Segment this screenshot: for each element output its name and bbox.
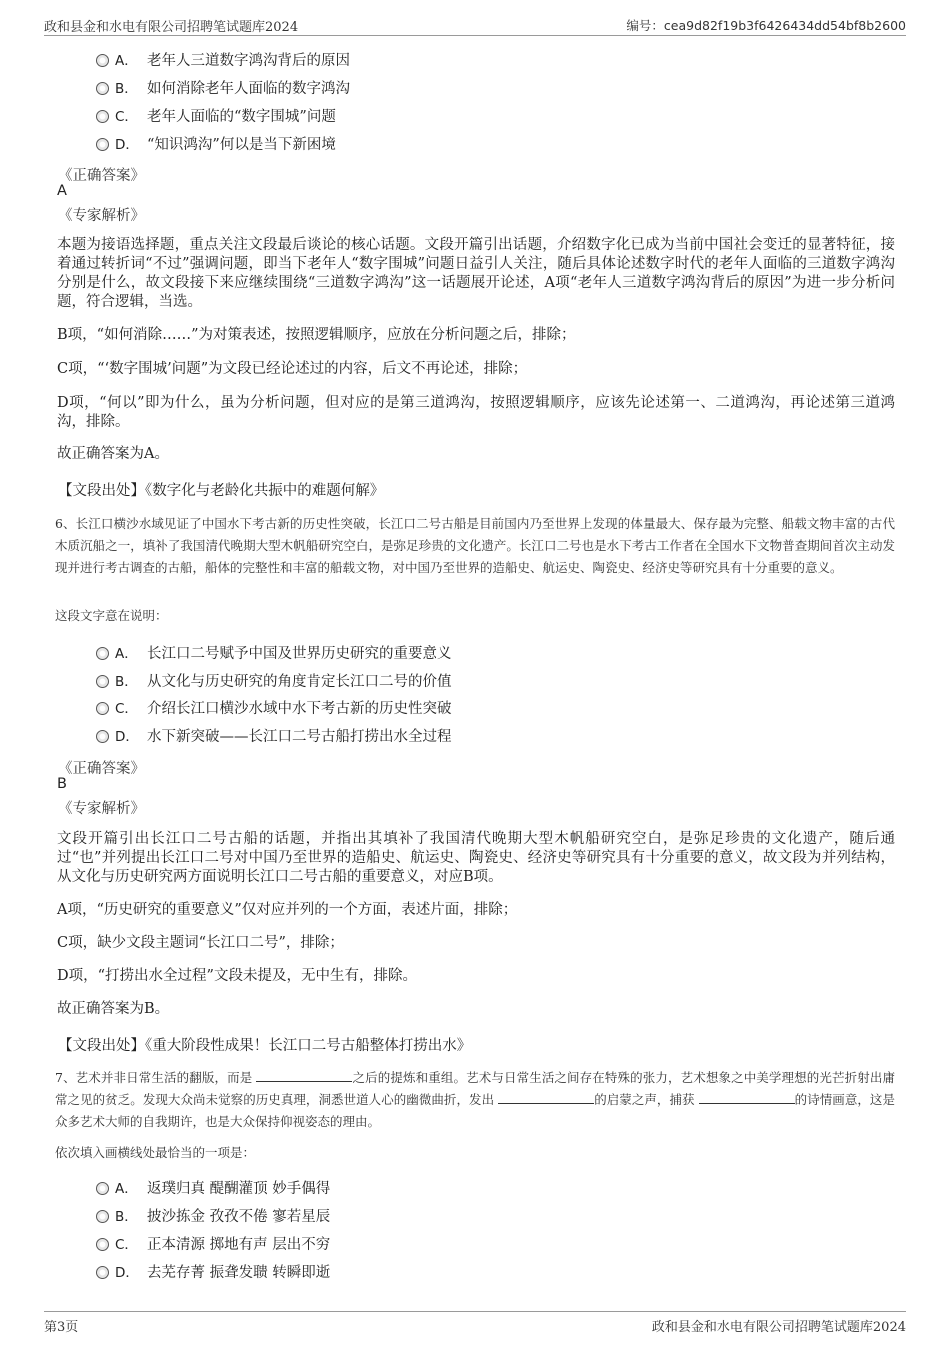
radio-icon[interactable] bbox=[96, 54, 109, 67]
q5-conclusion: 故正确答案为A。 bbox=[57, 446, 169, 462]
page-header bbox=[44, 13, 906, 36]
page-number: 第3页 bbox=[44, 1320, 79, 1335]
q6-answer-label: 《正确答案》 bbox=[58, 761, 145, 777]
q6-stem: 6、长江口横沙水域见证了中国水下考古新的历史性突破，长江口二号古船是目前国内乃至世界上发现的体量最大、保存最为完整、船载文物丰富的古代木质沉船之一，填补了我国清代晚期大型木帆船研究空白，是弥足珍贵的文化遗产。长江口二号也是水下考古工作者在全国水下文物普查期间首次主动发现并进行考古调查的古船，船体的完整性和丰富的船载文物，对中国乃至世界的造船史、航运史、陶瓷史、经济史等研究具有十分重要的意义。 bbox=[55, 516, 895, 575]
q5-source: 【文段出处】《数字化与老龄化共振中的难题何解》 bbox=[58, 483, 385, 499]
radio-icon[interactable] bbox=[96, 1182, 109, 1195]
q6-analysis-a: A项，“历史研究的重要意义”仅对应并列的一个方面，表述片面，排除； bbox=[57, 902, 518, 918]
q5-analysis-main: 本题为接语选择题，重点关注文段最后谈论的核心话题。文段开篇引出话题，介绍数字化已成为当前中国社会变迁的显著特征，接着通过转折词“不过”强调问题，即当下老年人“数字围城”问题日益引人关注，随后具体论述数字时代的老年人面临的三道数字鸿沟分别是什么，故文段接下来应继续围绕“三道数字鸿沟”这一话题展开论述，A项“老年人三道数字鸿沟背后的原因”为进一步分析问题，符合逻辑，当选。 bbox=[57, 237, 895, 310]
footer-title: 政和县金和水电有限公司招聘笔试题库2024 bbox=[651, 1320, 906, 1335]
q6-option-b[interactable]: B． 从文化与历史研究的角度肯定长江口二号的价值 bbox=[96, 670, 452, 694]
fill-blank-2[interactable] bbox=[498, 1091, 594, 1104]
header-code: 编号：cea9d82f19b3f6426434dd54bf8b2600 bbox=[626, 18, 906, 33]
q5-option-b[interactable]: B． 如何消除老年人面临的数字鸿沟 bbox=[96, 77, 350, 101]
q7-option-d[interactable]: D． 去芜存菁 振聋发聩 转瞬即逝 bbox=[96, 1261, 330, 1285]
q7-option-b[interactable]: B． 披沙拣金 孜孜不倦 寥若星辰 bbox=[96, 1205, 330, 1229]
radio-icon[interactable] bbox=[96, 675, 109, 688]
q5-option-a[interactable]: A． 老年人三道数字鸿沟背后的原因 bbox=[96, 49, 350, 73]
page-footer bbox=[44, 1311, 906, 1336]
q6-option-d[interactable]: D． 水下新突破——长江口二号古船打捞出水全过程 bbox=[96, 725, 452, 749]
q6-option-c[interactable]: C． 介绍长江口横沙水域中水下考古新的历史性突破 bbox=[96, 697, 452, 721]
q7-stem: 7、艺术并非日常生活的翻版，而是 之后的提炼和重组。艺术与日常生活之间存在特殊的张力，艺术想象之中美学理想的光芒折射出庸常之见的贫乏。发现大众尚未觉察的历史真理，洞悉世道人心的幽微曲折，发出 的启蒙之声，捕获 的诗情画意，这是众多艺术大师的自我期许，也是大众保持仰视姿态的理由。 bbox=[55, 1070, 895, 1129]
q6-source: 【文段出处】《重大阶段性成果！长江口二号古船整体打捞出水》 bbox=[58, 1038, 472, 1054]
q5-analysis-d: D项，“何以”即为什么，虽为分析问题，但对应的是第三道鸿沟，按照逻辑顺序，应该先论述第一、二道鸿沟，再论述第三道鸿沟，排除。 bbox=[57, 395, 895, 430]
q5-analysis-c: C项，“‘数字围城’问题”为文段已经论述过的内容，后文不再论述，排除； bbox=[57, 361, 528, 377]
radio-icon[interactable] bbox=[96, 730, 109, 743]
q6-prompt: 这段文字意在说明： bbox=[55, 608, 168, 623]
radio-icon[interactable] bbox=[96, 1238, 109, 1251]
q6-option-a[interactable]: A． 长江口二号赋予中国及世界历史研究的重要意义 bbox=[96, 642, 452, 666]
q5-option-d[interactable]: D． “知识鸿沟”何以是当下新困境 bbox=[96, 133, 336, 157]
q7-option-c[interactable]: C． 正本清源 掷地有声 层出不穷 bbox=[96, 1233, 330, 1257]
q7-option-a[interactable]: A． 返璞归真 醍醐灌顶 妙手偶得 bbox=[96, 1177, 330, 1201]
q7-prompt: 依次填入画横线处最恰当的一项是： bbox=[55, 1145, 256, 1160]
q5-analysis-label: 《专家解析》 bbox=[58, 208, 145, 224]
q6-analysis-label: 《专家解析》 bbox=[58, 801, 145, 817]
radio-icon[interactable] bbox=[96, 1266, 109, 1279]
q5-answer-label: 《正确答案》 bbox=[58, 168, 145, 184]
q5-option-c[interactable]: C． 老年人面临的“数字围城”问题 bbox=[96, 105, 336, 129]
radio-icon[interactable] bbox=[96, 110, 109, 123]
radio-icon[interactable] bbox=[96, 1210, 109, 1223]
fill-blank-1[interactable] bbox=[256, 1069, 352, 1082]
header-title: 政和县金和水电有限公司招聘笔试题库2024 bbox=[44, 20, 299, 35]
fill-blank-3[interactable] bbox=[699, 1091, 795, 1104]
radio-icon[interactable] bbox=[96, 82, 109, 95]
q6-analysis-d: D项，“打捞出水全过程”文段未提及，无中生有，排除。 bbox=[57, 968, 417, 984]
q6-analysis-main: 文段开篇引出长江口二号古船的话题，并指出其填补了我国清代晚期大型木帆船研究空白，是弥足珍贵的文化遗产，随后通过“也”并列提出长江口二号对中国乃至世界的造船史、航运史、陶瓷史、经济史等研究具有十分重要的意义，故文段为并列结构，从文化与历史研究两方面说明长江口二号古船的重要意义，对应B项。 bbox=[57, 831, 895, 885]
radio-icon[interactable] bbox=[96, 138, 109, 151]
q6-conclusion: 故正确答案为B。 bbox=[57, 1001, 170, 1017]
q5-answer: A bbox=[57, 183, 67, 199]
radio-icon[interactable] bbox=[96, 702, 109, 715]
q6-answer: B bbox=[57, 776, 67, 792]
q6-analysis-c: C项，缺少文段主题词“长江口二号”，排除； bbox=[57, 935, 344, 951]
radio-icon[interactable] bbox=[96, 647, 109, 660]
q5-analysis-b: B项，“如何消除……”为对策表述，按照逻辑顺序，应放在分析问题之后，排除； bbox=[57, 327, 576, 343]
